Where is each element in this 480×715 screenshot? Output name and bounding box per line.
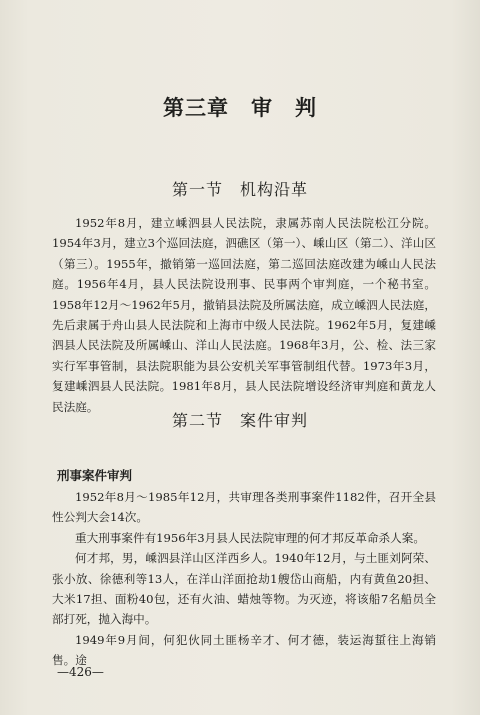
section-2-body [52, 487, 436, 671]
paragraph: 重大刑事案件有1956年3月县人民法院审理的何才邦反革命杀人案。 [75, 530, 425, 545]
subheading: 刑事案件审判 [57, 468, 133, 483]
paragraph: 何才邦，男，嵊泗县洋山区洋西乡人。1940年12月，与土匪刘阿荣、张小放、徐德利等13人，在洋山洋面抢劫1艘岱山商船，内有黄鱼20担、大米17担、面粉40包，还有火油、蜡烛等物。为灭迹，将该船7名船员全部打死，抛入海中。 [52, 551, 436, 627]
section-title-1: 第一节 机构沿革 [171, 180, 308, 199]
chapter-title: 第三章 审 判 [163, 96, 317, 120]
page-number: —426— [57, 665, 104, 679]
paragraph: 1949年9月间，何犯伙同土匪杨辛才、何才德，装运海蜇往上海销售。途 [52, 632, 436, 668]
section-1-body [52, 213, 436, 417]
paragraph: 1952年8月，建立嵊泗县人民法院，隶属苏南人民法院松江分院。1954年3月，建立3个巡回法庭，泗礁区（第一）、嵊山区（第二）、洋山区（第三）。1955年，撤销第一巡回法庭，第二巡回法庭改建为嵊山人民法庭。1956年4月，县人民法院设刑事、民事两个审判庭，一个秘书室。1958年12月～1962年5月，撤销县法院及所属法庭，成立嵊泗人民法庭，先后隶属于舟山县人民法院和上海市中级人民法院。1962年5月，复建嵊泗县人民法院及所属嵊山、洋山人民法庭。1968年3月，公、检、法三家实行军事管制，县法院职能为县公安机关军事管制组代替。1973年3月，复建嵊泗县人民法院。1981年8月，县人民法院增设经济审判庭和黄龙人民法庭。 [52, 216, 436, 414]
paragraph: 1952年8月～1985年12月，共审理各类刑事案件1182件，召开全县性公判大会14次。 [52, 490, 436, 525]
section-title-2: 第二节 案件审判 [171, 411, 308, 430]
